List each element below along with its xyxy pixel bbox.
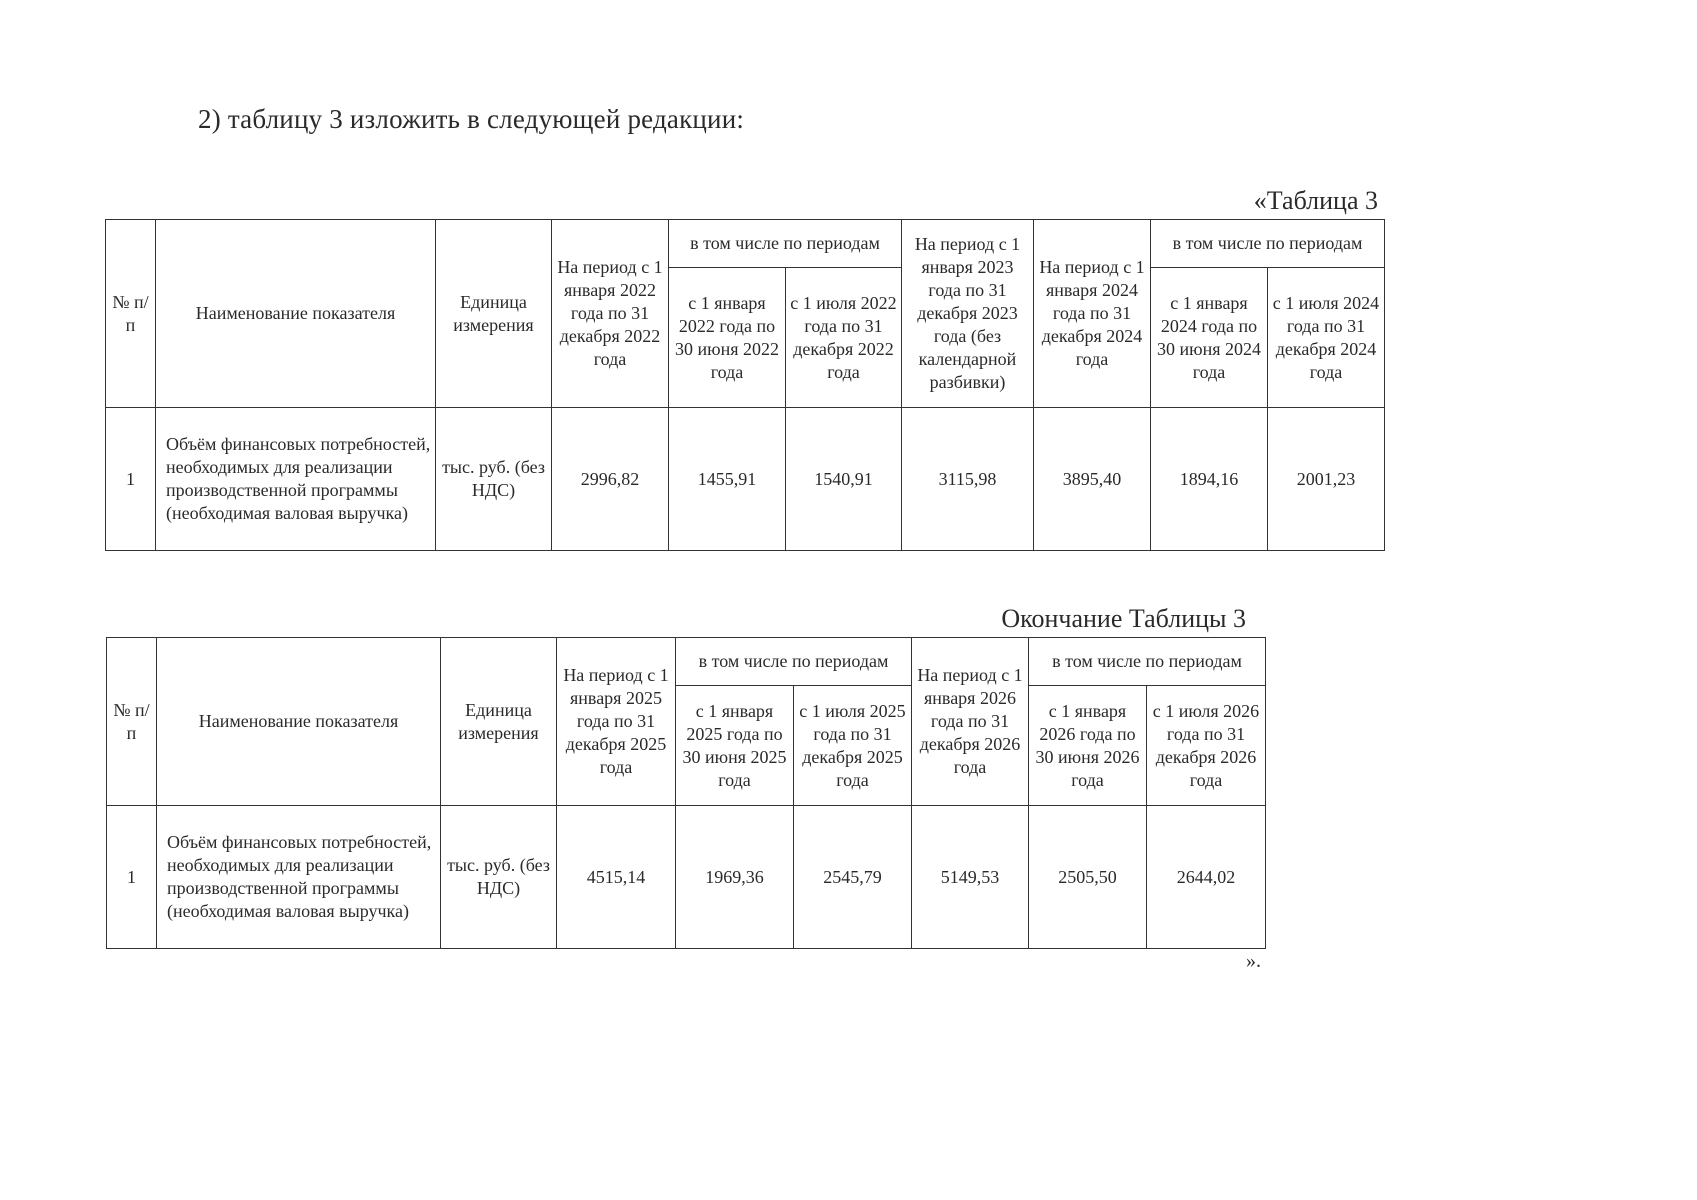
header-group-2026: в том числе по периодам xyxy=(1029,638,1266,686)
header-period-2022: На период с 1 января 2022 года по 31 декабря 2022 года xyxy=(552,220,669,408)
header-period-2023: На период с 1 января 2023 года по 31 декабря 2023 года (без календарной разбивки) xyxy=(902,220,1034,408)
cell-num: 1 xyxy=(107,806,157,949)
header-group-2024: в том числе по периодам xyxy=(1151,220,1385,268)
header-period-2024: На период с 1 января 2024 года по 31 декабря 2024 года xyxy=(1034,220,1151,408)
header-unit: Единица измерения xyxy=(441,638,557,806)
closing-quote: ». xyxy=(1246,950,1261,972)
header-num: № п/п xyxy=(107,638,157,806)
header-num: № п/п xyxy=(106,220,156,408)
header-period-2026: На период с 1 января 2026 года по 31 декабря 2026 года xyxy=(912,638,1029,806)
cell-period-2025: 4515,14 xyxy=(557,806,676,949)
cell-h2-2025: 2545,79 xyxy=(794,806,912,949)
header-period-2025: На период с 1 января 2025 года по 31 декабря 2025 года xyxy=(557,638,676,806)
cell-period-2026: 5149,53 xyxy=(912,806,1029,949)
cell-period-2024: 3895,40 xyxy=(1034,408,1151,551)
header-h1-2025: с 1 января 2025 года по 30 июня 2025 года xyxy=(676,686,794,806)
cell-period-2022: 2996,82 xyxy=(552,408,669,551)
cell-num: 1 xyxy=(106,408,156,551)
cell-unit: тыс. руб. (без НДС) xyxy=(436,408,552,551)
cell-name: Объём финансовых потребностей, необходимых для реализации производственной программы (необходимая валовая выручка) xyxy=(156,408,436,551)
table2-caption: Окончание Таблицы 3 xyxy=(1001,604,1246,633)
cell-unit: тыс. руб. (без НДС) xyxy=(441,806,557,949)
cell-period-2023: 3115,98 xyxy=(902,408,1034,551)
cell-name: Объём финансовых потребностей, необходимых для реализации производственной программы (необходимая валовая выручка) xyxy=(157,806,441,949)
table-3-part2 xyxy=(106,637,1266,949)
header-h1-2024: с 1 января 2024 года по 30 июня 2024 года xyxy=(1151,268,1268,408)
header-h2-2025: с 1 июля 2025 года по 31 декабря 2025 года xyxy=(794,686,912,806)
table1-caption: «Таблица 3 xyxy=(1253,186,1378,215)
cell-h2-2026: 2644,02 xyxy=(1147,806,1266,949)
header-h2-2024: с 1 июля 2024 года по 31 декабря 2024 года xyxy=(1268,268,1385,408)
header-h1-2026: с 1 января 2026 года по 30 июня 2026 года xyxy=(1029,686,1147,806)
cell-h1-2024: 1894,16 xyxy=(1151,408,1268,551)
header-h1-2022: с 1 января 2022 года по 30 июня 2022 года xyxy=(669,268,786,408)
header-h2-2022: с 1 июля 2022 года по 31 декабря 2022 года xyxy=(786,268,902,408)
cell-h1-2026: 2505,50 xyxy=(1029,806,1147,949)
header-group-2025: в том числе по периодам xyxy=(676,638,912,686)
cell-h2-2022: 1540,91 xyxy=(786,408,902,551)
header-group-2022: в том числе по периодам xyxy=(669,220,902,268)
table-3-part1 xyxy=(105,219,1385,551)
cell-h1-2022: 1455,91 xyxy=(669,408,786,551)
table-row xyxy=(107,806,1266,949)
intro-text: 2) таблицу 3 изложить в следующей редакции: xyxy=(198,104,745,134)
cell-h2-2024: 2001,23 xyxy=(1268,408,1385,551)
cell-h1-2025: 1969,36 xyxy=(676,806,794,949)
header-name: Наименование показателя xyxy=(157,638,441,806)
header-unit: Единица измерения xyxy=(436,220,552,408)
header-name: Наименование показателя xyxy=(156,220,436,408)
header-h2-2026: с 1 июля 2026 года по 31 декабря 2026 года xyxy=(1147,686,1266,806)
table-row xyxy=(106,408,1385,551)
